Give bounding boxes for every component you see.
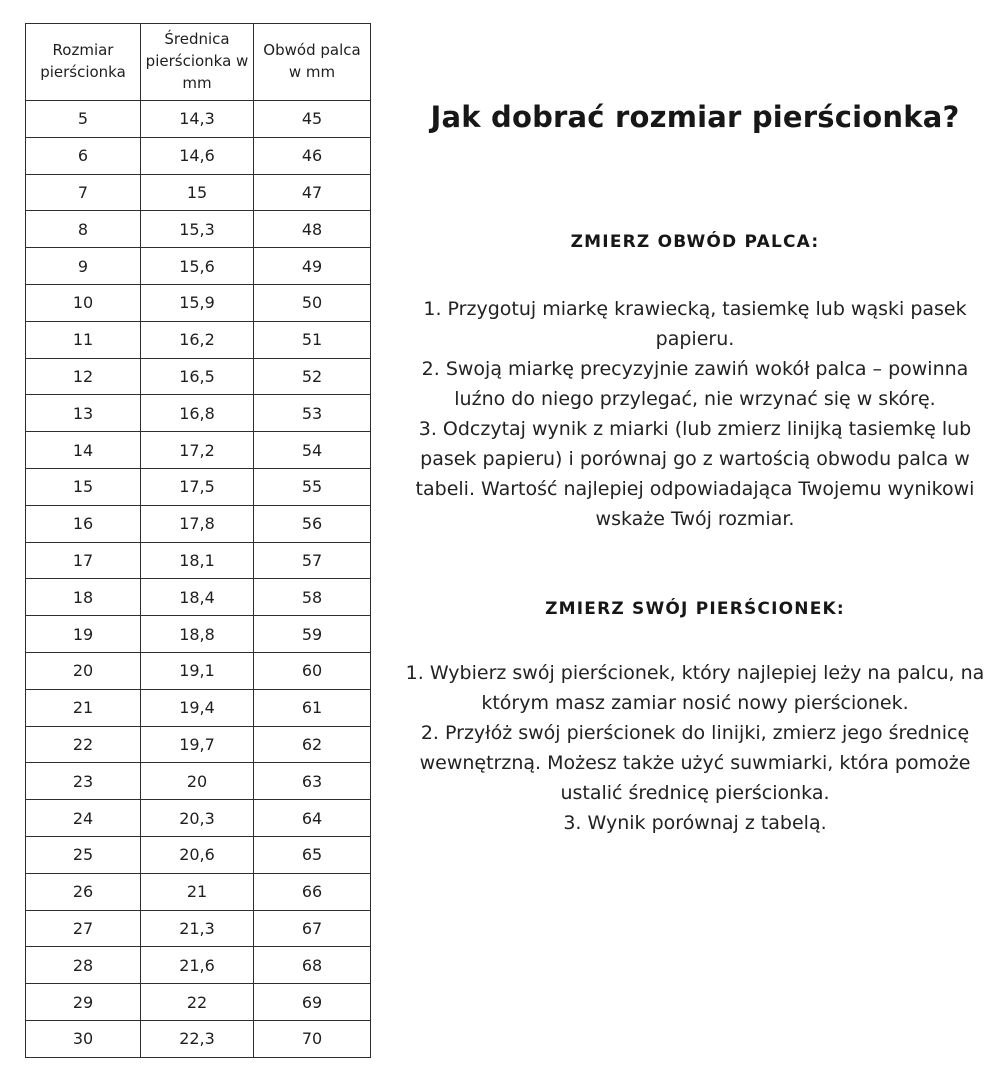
section-measure-finger <box>395 232 995 534</box>
table-row <box>26 174 371 211</box>
table-cell: 62 <box>254 726 371 763</box>
instruction-item: 3. Wynik porównaj z tabelą. <box>563 811 827 834</box>
table-row <box>26 137 371 174</box>
column-header-ring-diameter: Średnica pierścionka w mm <box>141 24 254 101</box>
table-cell: 55 <box>254 468 371 505</box>
table-cell: 17,5 <box>141 468 254 505</box>
table-cell: 14,6 <box>141 137 254 174</box>
table-cell: 46 <box>254 137 371 174</box>
table-row <box>26 321 371 358</box>
size-table-body <box>26 101 371 1058</box>
table-cell: 45 <box>254 101 371 138</box>
table-row <box>26 800 371 837</box>
table-cell: 19,7 <box>141 726 254 763</box>
table-cell: 67 <box>254 910 371 947</box>
table-row <box>26 836 371 873</box>
column-header-finger-circumference: Obwód palca w mm <box>254 24 371 101</box>
table-cell: 19 <box>26 616 141 653</box>
table-row <box>26 395 371 432</box>
table-cell: 53 <box>254 395 371 432</box>
table-cell: 13 <box>26 395 141 432</box>
table-cell: 22 <box>26 726 141 763</box>
instruction-item: 2. Swoją miarkę precyzyjnie zawiń wokół palca – powinna luźno do niego przylegać, nie wrzynać się w skórę. <box>421 357 969 410</box>
instruction-item: 1. Przygotuj miarkę krawiecką, tasiemkę lub wąski pasek papieru. <box>423 297 967 350</box>
table-cell: 65 <box>254 836 371 873</box>
table-cell: 19,4 <box>141 689 254 726</box>
table-cell: 10 <box>26 284 141 321</box>
table-cell: 48 <box>254 211 371 248</box>
guide-panel <box>395 0 995 838</box>
table-cell: 15,3 <box>141 211 254 248</box>
ring-size-table <box>25 23 371 1058</box>
table-cell: 9 <box>26 248 141 285</box>
table-row <box>26 616 371 653</box>
table-row <box>26 1020 371 1057</box>
table-row <box>26 505 371 542</box>
table-cell: 18 <box>26 579 141 616</box>
table-cell: 59 <box>254 616 371 653</box>
table-cell: 15,6 <box>141 248 254 285</box>
table-row <box>26 542 371 579</box>
table-cell: 51 <box>254 321 371 358</box>
table-cell: 22 <box>141 984 254 1021</box>
instruction-item: 3. Odczytaj wynik z miarki (lub zmierz linijką tasiemkę lub pasek papieru) i porównaj go z wartością obwodu palca w tabeli. Wartość najlepiej odpowiadająca Twojemu wynikowi wskaże Twój rozmiar. <box>415 417 975 530</box>
table-cell: 14,3 <box>141 101 254 138</box>
table-row <box>26 101 371 138</box>
table-cell: 68 <box>254 947 371 984</box>
table-row <box>26 910 371 947</box>
table-row <box>26 873 371 910</box>
table-cell: 61 <box>254 689 371 726</box>
table-row <box>26 358 371 395</box>
table-cell: 69 <box>254 984 371 1021</box>
table-cell: 29 <box>26 984 141 1021</box>
table-cell: 58 <box>254 579 371 616</box>
table-cell: 15,9 <box>141 284 254 321</box>
table-cell: 12 <box>26 358 141 395</box>
table-cell: 47 <box>254 174 371 211</box>
instruction-list-ring <box>395 658 995 838</box>
section-measure-ring <box>395 599 995 838</box>
table-cell: 19,1 <box>141 652 254 689</box>
table-row <box>26 984 371 1021</box>
table-cell: 6 <box>26 137 141 174</box>
table-cell: 25 <box>26 836 141 873</box>
section-heading-measure-finger: ZMIERZ OBWÓD PALCA: <box>570 231 820 252</box>
table-row <box>26 284 371 321</box>
table-cell: 63 <box>254 763 371 800</box>
table-cell: 50 <box>254 284 371 321</box>
table-header-row <box>26 24 371 101</box>
table-row <box>26 689 371 726</box>
table-cell: 20 <box>141 763 254 800</box>
table-cell: 49 <box>254 248 371 285</box>
table-cell: 21 <box>26 689 141 726</box>
instruction-item: 1. Wybierz swój pierścionek, który najlepiej leży na palcu, na którym masz zamiar nosić nowy pierścionek. <box>405 661 985 714</box>
table-cell: 30 <box>26 1020 141 1057</box>
table-cell: 20 <box>26 652 141 689</box>
section-heading-measure-ring: ZMIERZ SWÓJ PIERŚCIONEK: <box>545 598 845 619</box>
table-cell: 52 <box>254 358 371 395</box>
table-cell: 21,3 <box>141 910 254 947</box>
table-cell: 18,1 <box>141 542 254 579</box>
table-row <box>26 432 371 469</box>
table-cell: 24 <box>26 800 141 837</box>
table-cell: 60 <box>254 652 371 689</box>
table-cell: 22,3 <box>141 1020 254 1057</box>
table-cell: 17,2 <box>141 432 254 469</box>
table-cell: 57 <box>254 542 371 579</box>
table-cell: 23 <box>26 763 141 800</box>
table-cell: 15 <box>141 174 254 211</box>
table-row <box>26 248 371 285</box>
table-cell: 66 <box>254 873 371 910</box>
table-cell: 27 <box>26 910 141 947</box>
table-cell: 17 <box>26 542 141 579</box>
table-row <box>26 947 371 984</box>
table-cell: 16 <box>26 505 141 542</box>
table-cell: 16,2 <box>141 321 254 358</box>
table-cell: 11 <box>26 321 141 358</box>
table-row <box>26 211 371 248</box>
table-row <box>26 468 371 505</box>
table-cell: 17,8 <box>141 505 254 542</box>
table-cell: 20,3 <box>141 800 254 837</box>
table-cell: 14 <box>26 432 141 469</box>
column-header-ring-size: Rozmiar pierścionka <box>26 24 141 101</box>
table-row <box>26 726 371 763</box>
table-cell: 18,4 <box>141 579 254 616</box>
table-cell: 16,5 <box>141 358 254 395</box>
table-cell: 5 <box>26 101 141 138</box>
instruction-list-finger <box>395 294 995 534</box>
table-cell: 7 <box>26 174 141 211</box>
table-row <box>26 579 371 616</box>
table-cell: 54 <box>254 432 371 469</box>
table-cell: 15 <box>26 468 141 505</box>
table-cell: 20,6 <box>141 836 254 873</box>
table-cell: 8 <box>26 211 141 248</box>
table-cell: 16,8 <box>141 395 254 432</box>
table-cell: 18,8 <box>141 616 254 653</box>
table-cell: 64 <box>254 800 371 837</box>
table-cell: 21,6 <box>141 947 254 984</box>
table-row <box>26 652 371 689</box>
page-title: Jak dobrać rozmiar pierścionka? <box>430 100 960 134</box>
table-cell: 56 <box>254 505 371 542</box>
table-cell: 21 <box>141 873 254 910</box>
table-cell: 26 <box>26 873 141 910</box>
instruction-item: 2. Przyłóż swój pierścionek do linijki, zmierz jego średnicę wewnętrzną. Możesz także użyć suwmiarki, która pomoże ustalić średnicę pierścionka. <box>419 721 971 804</box>
table-cell: 70 <box>254 1020 371 1057</box>
table-cell: 28 <box>26 947 141 984</box>
table-row <box>26 763 371 800</box>
